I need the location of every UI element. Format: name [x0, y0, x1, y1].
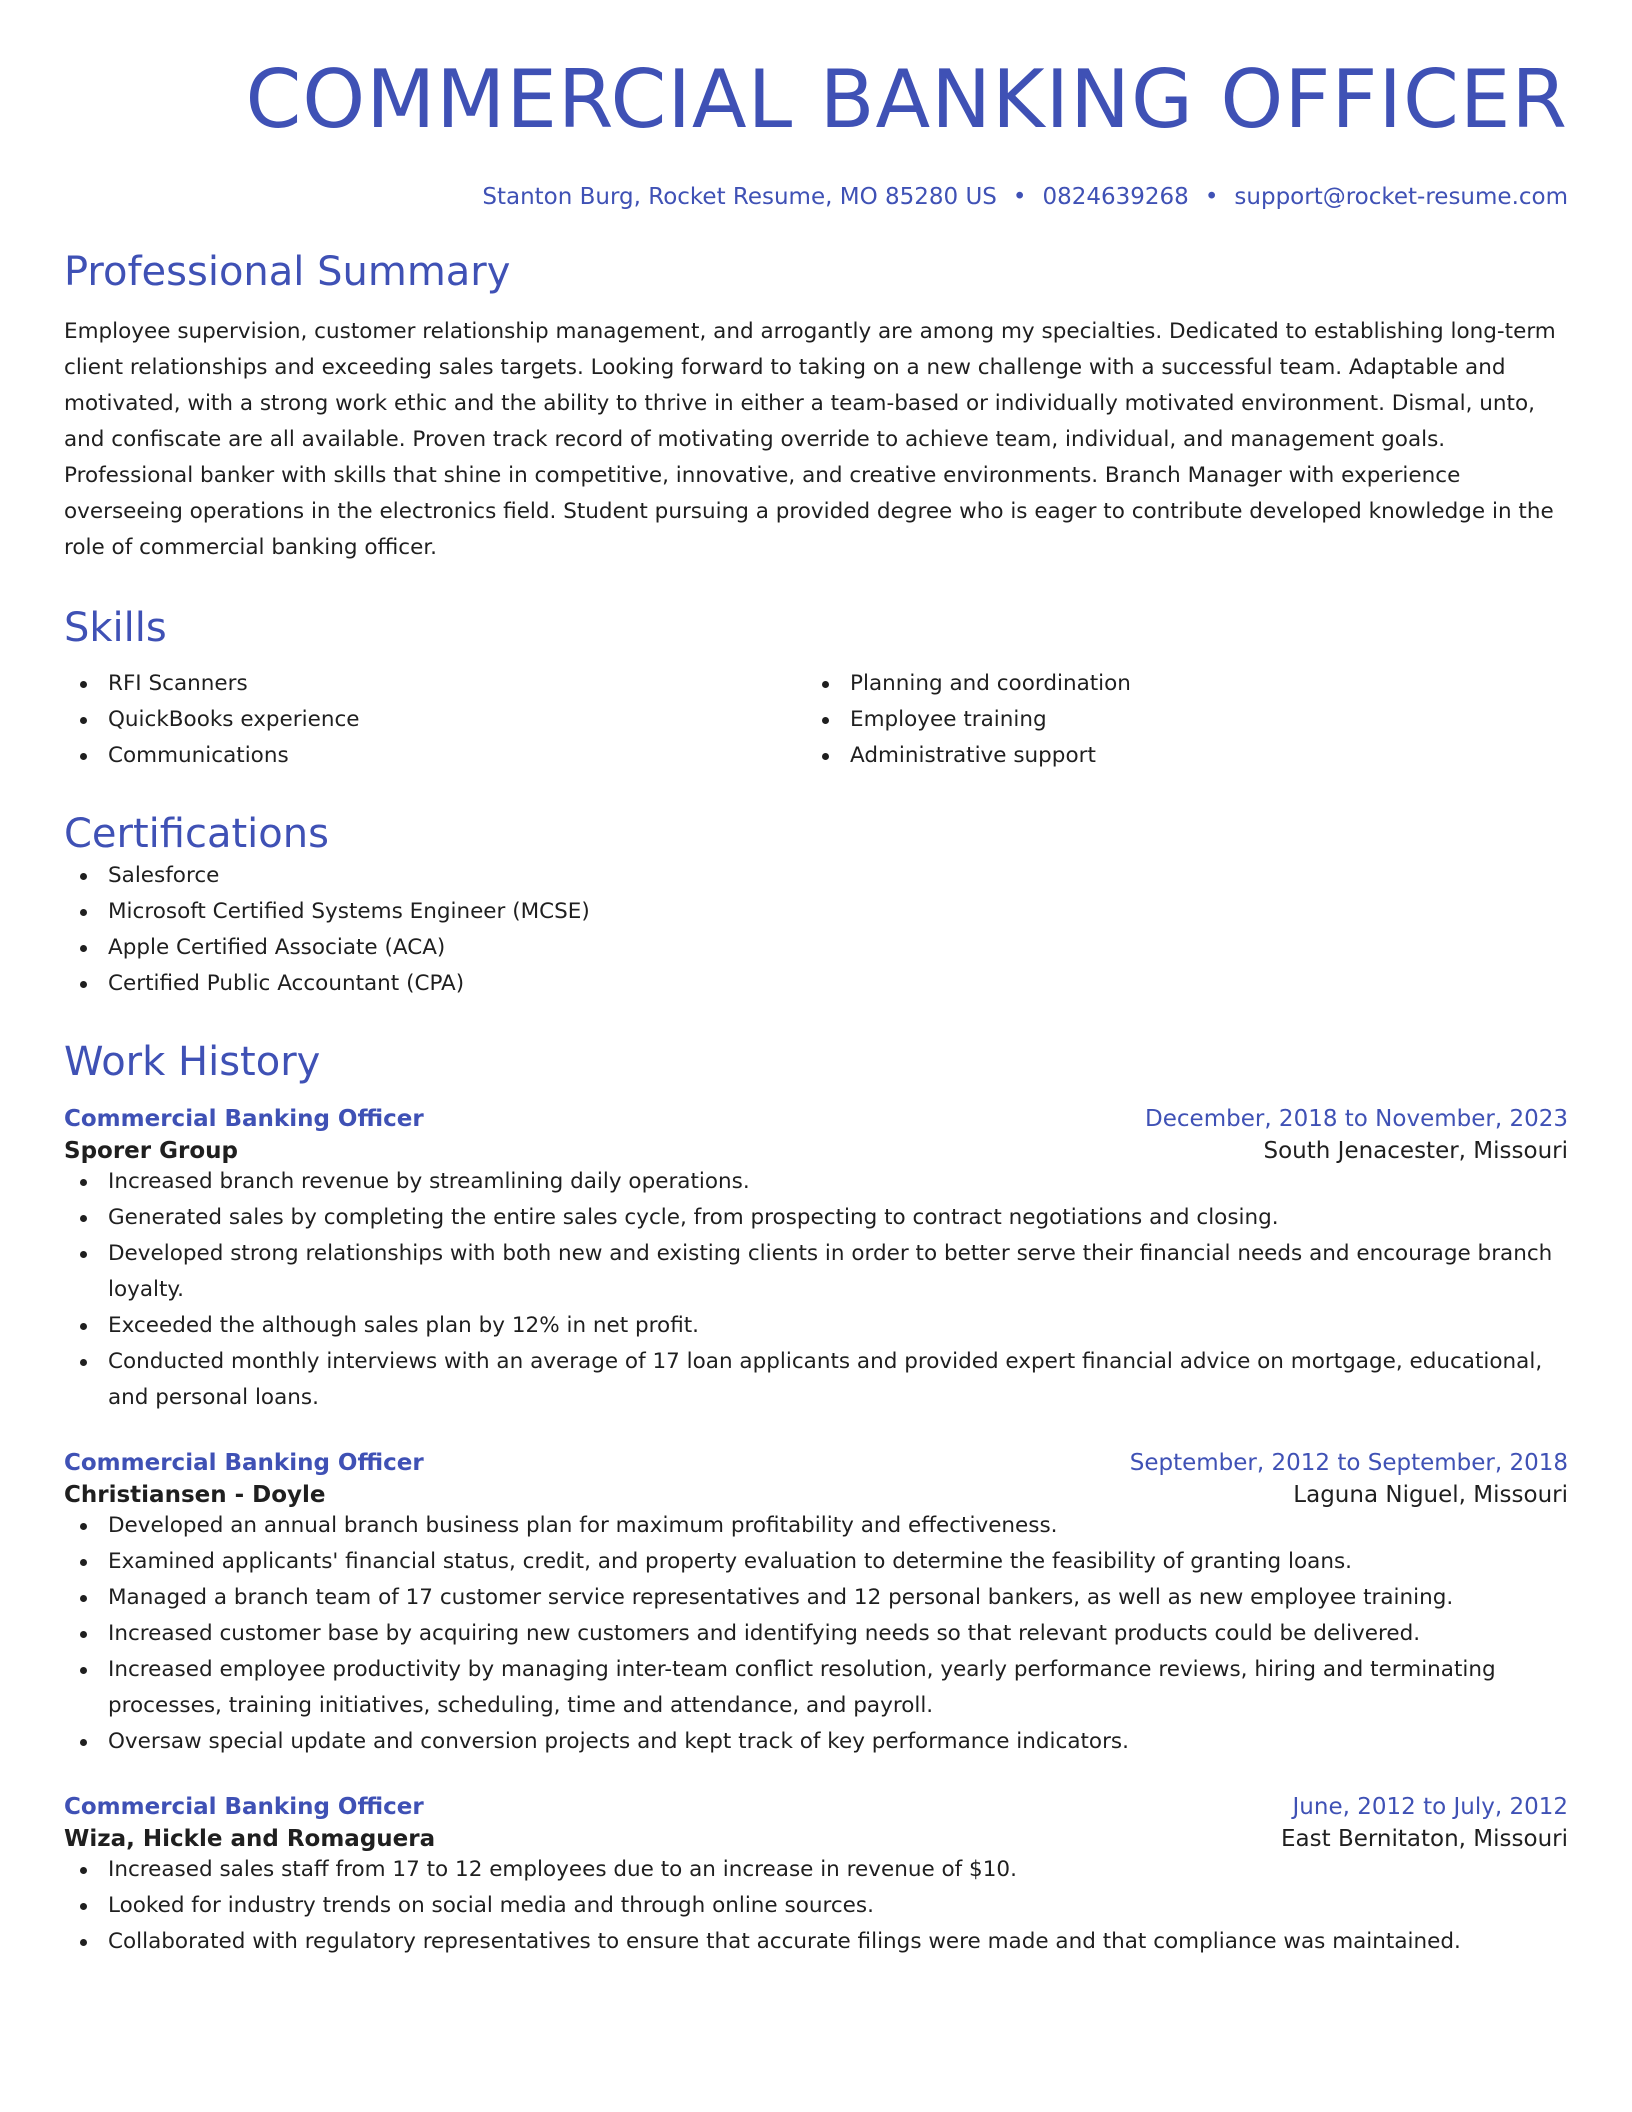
- job-dates: June, 2012 to July, 2012: [1292, 1794, 1568, 1820]
- job-location: East Bernitaton, Missouri: [1281, 1826, 1568, 1852]
- job-bullet: Increased customer base by acquiring new customers and identifying needs so that relevant products could be delivered.: [64, 1616, 1568, 1652]
- job-header: [64, 1106, 1568, 1132]
- contact-phone: 0824639268: [1042, 184, 1189, 210]
- certification-item: Salesforce: [64, 858, 1568, 894]
- job-bullet: Collaborated with regulatory representatives to ensure that accurate filings were made and that compliance was maintained.: [64, 1924, 1568, 1960]
- certifications-list: [64, 858, 1568, 1002]
- contact-separator: •: [1012, 184, 1027, 210]
- work-history-heading: Work History: [64, 1039, 321, 1085]
- certification-item: Apple Certified Associate (ACA): [64, 930, 1568, 966]
- skills-list-right: [806, 666, 1548, 774]
- job-bullet: Increased employee productivity by managing inter-team conflict resolution, yearly performance reviews, hiring and terminating processes, training initiatives, scheduling, time and attendance, and payroll.: [64, 1652, 1568, 1724]
- job-company: Sporer Group: [64, 1138, 238, 1164]
- resume-page: [64, 0, 1568, 1960]
- job-bullet: Oversaw special update and conversion projects and kept track of key performance indicators.: [64, 1724, 1568, 1760]
- job-location: Laguna Niguel, Missouri: [1293, 1482, 1568, 1508]
- job-bullet: Conducted monthly interviews with an average of 17 loan applicants and provided expert financial advice on mortgage, educational, and personal loans.: [64, 1344, 1568, 1416]
- job-bullet: Increased sales staff from 17 to 12 employees due to an increase in revenue of $10.: [64, 1852, 1568, 1888]
- job-bullets: [64, 1508, 1568, 1760]
- skills-column-left: [64, 666, 806, 774]
- job-header: [64, 1450, 1568, 1476]
- job-bullet: Exceeded the although sales plan by 12% in net profit.: [64, 1308, 1568, 1344]
- certification-item: Certified Public Accountant (CPA): [64, 966, 1568, 1002]
- job-bullet: Managed a branch team of 17 customer service representatives and 12 personal bankers, as well as new employee training.: [64, 1580, 1568, 1616]
- summary-heading: Professional Summary: [64, 249, 511, 295]
- job-entry: [64, 1450, 1568, 1760]
- job-role: Commercial Banking Officer: [64, 1794, 424, 1820]
- contact-separator: •: [1204, 184, 1219, 210]
- skill-item: Employee training: [806, 702, 1548, 738]
- contact-line: [64, 184, 1568, 210]
- contact-email: support@rocket-resume.com: [1234, 184, 1568, 210]
- job-subheader: [64, 1826, 1568, 1852]
- job-bullet: Increased branch revenue by streamlining daily operations.: [64, 1164, 1568, 1200]
- job-bullet: Developed strong relationships with both new and existing clients in order to better serve their financial needs and encourage branch loyalty.: [64, 1236, 1568, 1308]
- job-bullet: Examined applicants' financial status, credit, and property evaluation to determine the feasibility of granting loans.: [64, 1544, 1568, 1580]
- job-subheader: [64, 1482, 1568, 1508]
- job-role: Commercial Banking Officer: [64, 1106, 424, 1132]
- job-bullets: [64, 1852, 1568, 1960]
- job-header: [64, 1794, 1568, 1820]
- job-company: Wiza, Hickle and Romaguera: [64, 1826, 436, 1852]
- job-company: Christiansen - Doyle: [64, 1482, 326, 1508]
- contact-address: Stanton Burg, Rocket Resume, MO 85280 US: [482, 184, 997, 210]
- skill-item: QuickBooks experience: [64, 702, 806, 738]
- job-entry: [64, 1106, 1568, 1416]
- skills-grid: [64, 666, 1568, 774]
- job-dates: September, 2012 to September, 2018: [1129, 1450, 1568, 1476]
- skill-item: Administrative support: [806, 738, 1548, 774]
- skills-list-left: [64, 666, 806, 774]
- skills-column-right: [806, 666, 1548, 774]
- skills-heading: Skills: [64, 605, 167, 651]
- summary-text: Employee supervision, customer relationship management, and arrogantly are among my specialties. Dedicated to establishing long-term client relationships and exceeding sales targets. Looking forward to taking on a new challenge with a successful team. Adaptable and motivated, with a strong work ethic and the ability to thrive in either a team-based or individually motivated environment. Dismal, unto, and confiscate are all available. Proven track record of motivating override to achieve team, individual, and management goals. Professional banker with skills that shine in competitive, innovative, and creative environments. Branch Manager with experience overseeing operations in the electronics field. Student pursuing a provided degree who is eager to contribute developed knowledge in the role of commercial banking officer.: [64, 319, 1556, 560]
- skill-item: Communications: [64, 738, 806, 774]
- job-dates: December, 2018 to November, 2023: [1145, 1106, 1568, 1132]
- job-entry: [64, 1794, 1568, 1960]
- job-role: Commercial Banking Officer: [64, 1450, 424, 1476]
- resume-title: COMMERCIAL BANKING OFFICER: [245, 53, 1568, 146]
- job-bullet: Generated sales by completing the entire sales cycle, from prospecting to contract negotiations and closing.: [64, 1200, 1568, 1236]
- skill-item: RFI Scanners: [64, 666, 806, 702]
- certifications-heading: Certifications: [64, 811, 329, 857]
- job-subheader: [64, 1138, 1568, 1164]
- job-bullet: Looked for industry trends on social media and through online sources.: [64, 1888, 1568, 1924]
- job-bullet: Developed an annual branch business plan for maximum profitability and effectiveness.: [64, 1508, 1568, 1544]
- job-location: South Jenacester, Missouri: [1263, 1138, 1568, 1164]
- skill-item: Planning and coordination: [806, 666, 1548, 702]
- job-bullets: [64, 1164, 1568, 1416]
- certification-item: Microsoft Certified Systems Engineer (MCSE): [64, 894, 1568, 930]
